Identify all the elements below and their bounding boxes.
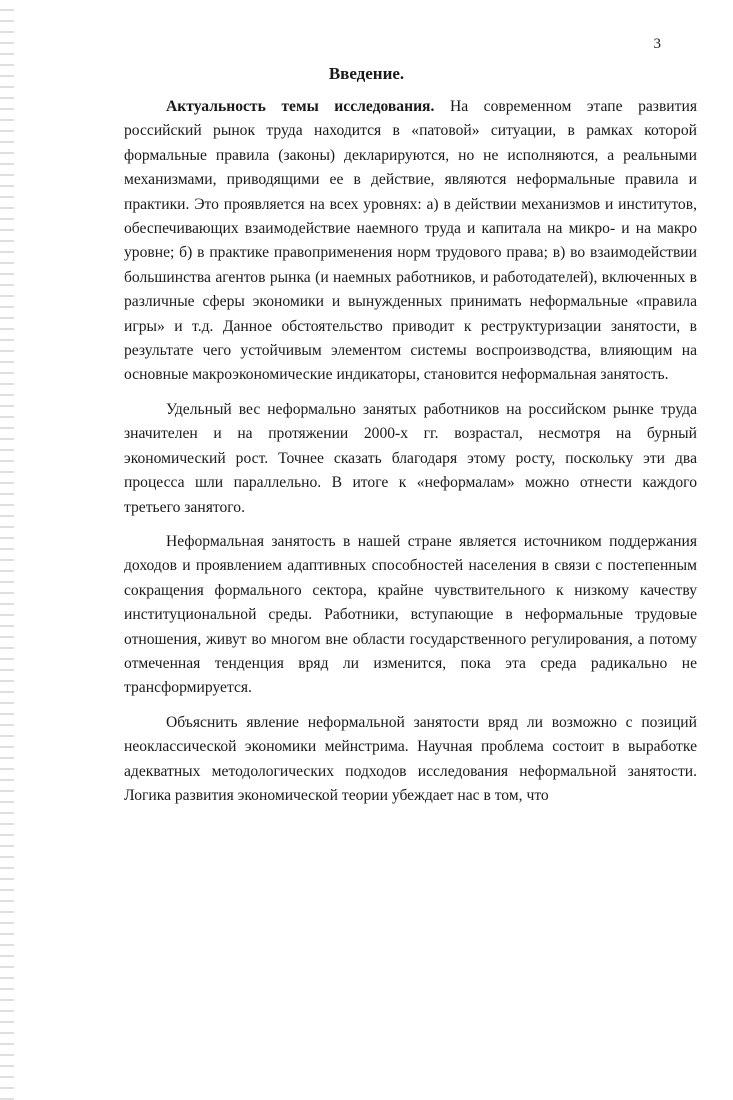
- paragraph-informal-employment: Неформальная занятость в нашей стране является источником поддержания доходов и проявлением адаптивных способностей населения в связи с постепенным сокращения формального сектора, крайне чувствительного к низкому качеству институциональной среды. Работники, вступающие в неформальные трудовые отношения, живут во многом вне области государственного регулирования, а потому отмеченная тенденция вряд ли изменится, пока эта среда радикально не трансформируется.: [124, 532, 697, 697]
- paragraph-relevance: [124, 95, 697, 388]
- relevance-text: На современном этапе развития российский рынок труда находится в «патовой» ситуации, в рамках которой формальные правила (законы) декларируются, но не исполняются, а реальными механизмами, приводящими ее в действие, являются неформальные правила и практики. Это проявляется на всех уровнях: а) в действии механизмов и институтов, обеспечивающих взаимодействие наемного труда и капитала на микро- и на макро уровне; б) в практике правоприменения норм трудового права; в) во взаимодействии большинства агентов рынка (и наемных работников, и работодателей), включенных в различные сферы экономики и вынужденных принимать неформальные «правила игры» и т.д. Данное обстоятельство приводит к реструктуризации занятости, в результате чего устойчивым элементом системы воспроизводства, влияющим на основные макроэкономические индикаторы, становится неформальная занятость.: [124, 98, 697, 384]
- page-title: Введение.: [328, 64, 405, 83]
- paragraph-problem: Объяснить явление неформальной занятости вряд ли возможно с позиций неоклассической экономики мейнстрима. Научная проблема состоит в выработке адекватных методологических подходов исследования неформальной занятости. Логика развития экономической теории убеждает нас в том, что: [124, 713, 697, 804]
- scanned-binding-edge: [0, 0, 14, 1100]
- paragraph-share: Удельный вес неформально занятых работников на российском рынке труда значителен и на протяжении 2000-х гг. возрастал, несмотря на бурный экономический рост. Точнее сказать благодаря этому росту, поскольку эти два процесса шли параллельно. В итоге к «неформалам» можно отнести каждого третьего занятого.: [124, 400, 697, 516]
- document-body: [124, 95, 697, 818]
- page-number: 3: [653, 36, 661, 52]
- relevance-heading: Актуальность темы исследования.: [166, 98, 435, 115]
